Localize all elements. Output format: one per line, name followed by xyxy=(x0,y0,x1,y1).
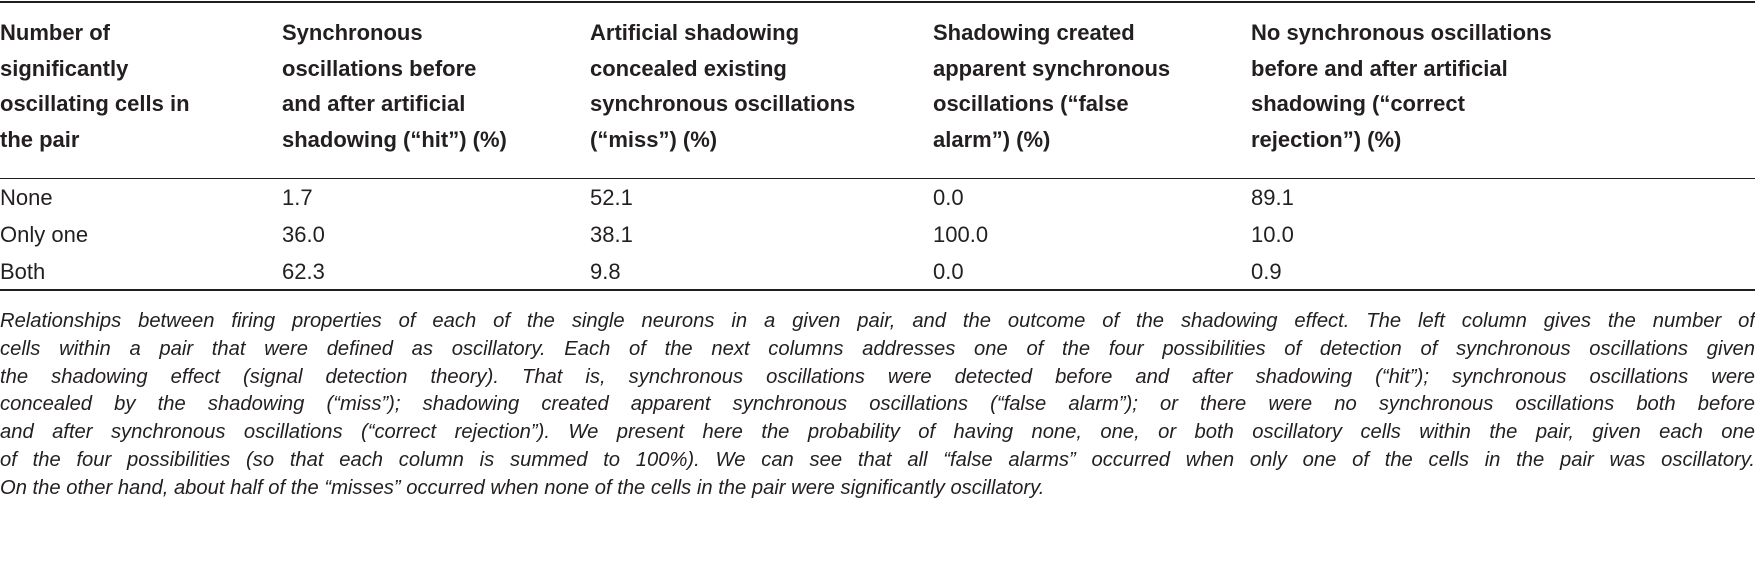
caption-line: of the four possibilities (so that each column is summed to 100%). We can see that all “false alarms” occurred when only one of the cells in the pair was oscillatory. xyxy=(0,448,1755,471)
table-cell: 1.7 xyxy=(282,185,313,210)
row-label-only-one: Only one xyxy=(0,222,89,247)
header-line: oscillations before xyxy=(282,55,477,81)
header-line: concealed existing xyxy=(590,55,787,81)
caption-line: concealed by the shadowing (“miss”); shadowing created apparent synchronous oscillations (“false alarm”); or there were no synchronous oscillations both before xyxy=(0,393,1755,416)
table-cell: 36.0 xyxy=(282,222,325,247)
caption-line: Relationships between firing properties of each of the single neurons in a given pair, and the outcome of the shadowing effect. The left column gives the number of xyxy=(0,310,1755,332)
header-line: Shadowing created xyxy=(933,20,1135,45)
caption-line: cells within a pair that were defined as oscillatory. Each of the next columns addresses one of the four possibilities of detection of synchronous oscillations given xyxy=(0,337,1755,360)
table-cell: 0.0 xyxy=(933,259,964,284)
header-cell-correct-rejection xyxy=(1251,15,1551,157)
header-cell-oscillating-cells xyxy=(0,15,255,157)
header-cell-miss xyxy=(590,15,910,157)
header-cell-hit xyxy=(282,15,562,157)
header-line: oscillating cells in xyxy=(0,91,190,116)
header-line: the pair xyxy=(0,126,80,152)
header-line: Artificial shadowing xyxy=(590,20,800,45)
caption-line: On the other hand, about half of the “misses” occurred when none of the cells in the pair were significantly oscillatory. xyxy=(0,476,1045,499)
caption-line: the shadowing effect (signal detection theory). That is, synchronous oscillations were detected before and after shadowing (“hit”); synchronous oscillations were xyxy=(0,365,1755,388)
table-cell: 89.1 xyxy=(1251,185,1294,210)
header-line: Number of xyxy=(0,20,110,45)
header-line: significantly xyxy=(0,55,129,81)
table-caption xyxy=(0,308,1755,503)
table-top-rule xyxy=(0,1,1755,3)
header-line: apparent synchronous xyxy=(933,55,1171,81)
header-line: Synchronous xyxy=(282,20,423,45)
row-label-both: Both xyxy=(0,259,46,284)
table-cell: 100.0 xyxy=(933,222,989,247)
table-cell: 52.1 xyxy=(590,185,633,210)
header-line: No synchronous oscillations xyxy=(1251,20,1552,45)
table-header-rule xyxy=(0,178,1755,179)
header-line: (“miss”) (%) xyxy=(590,126,718,152)
caption-line: and after synchronous oscillations (“correct rejection”). We present here the probability of having none, one, or both oscillatory cells within the pair, given each one xyxy=(0,421,1755,444)
table-cell: 62.3 xyxy=(282,259,325,284)
row-label-none: None xyxy=(0,185,53,210)
header-line: before and after artificial xyxy=(1251,55,1508,81)
table-cell: 0.0 xyxy=(933,185,964,210)
table-cell: 9.8 xyxy=(590,259,621,284)
header-line: oscillations (“false xyxy=(933,91,1129,116)
header-cell-false-alarm xyxy=(933,15,1223,157)
table-bottom-rule xyxy=(0,289,1755,291)
header-line: and after artificial xyxy=(282,91,466,116)
header-line: rejection”) (%) xyxy=(1251,126,1402,152)
header-line: shadowing (“correct xyxy=(1251,91,1465,116)
table-cell: 0.9 xyxy=(1251,259,1282,284)
header-line: alarm”) (%) xyxy=(933,126,1051,152)
table-cell: 38.1 xyxy=(590,222,633,247)
header-line: shadowing (“hit”) (%) xyxy=(282,126,507,152)
table-cell: 10.0 xyxy=(1251,222,1294,247)
header-line: synchronous oscillations xyxy=(590,91,856,116)
